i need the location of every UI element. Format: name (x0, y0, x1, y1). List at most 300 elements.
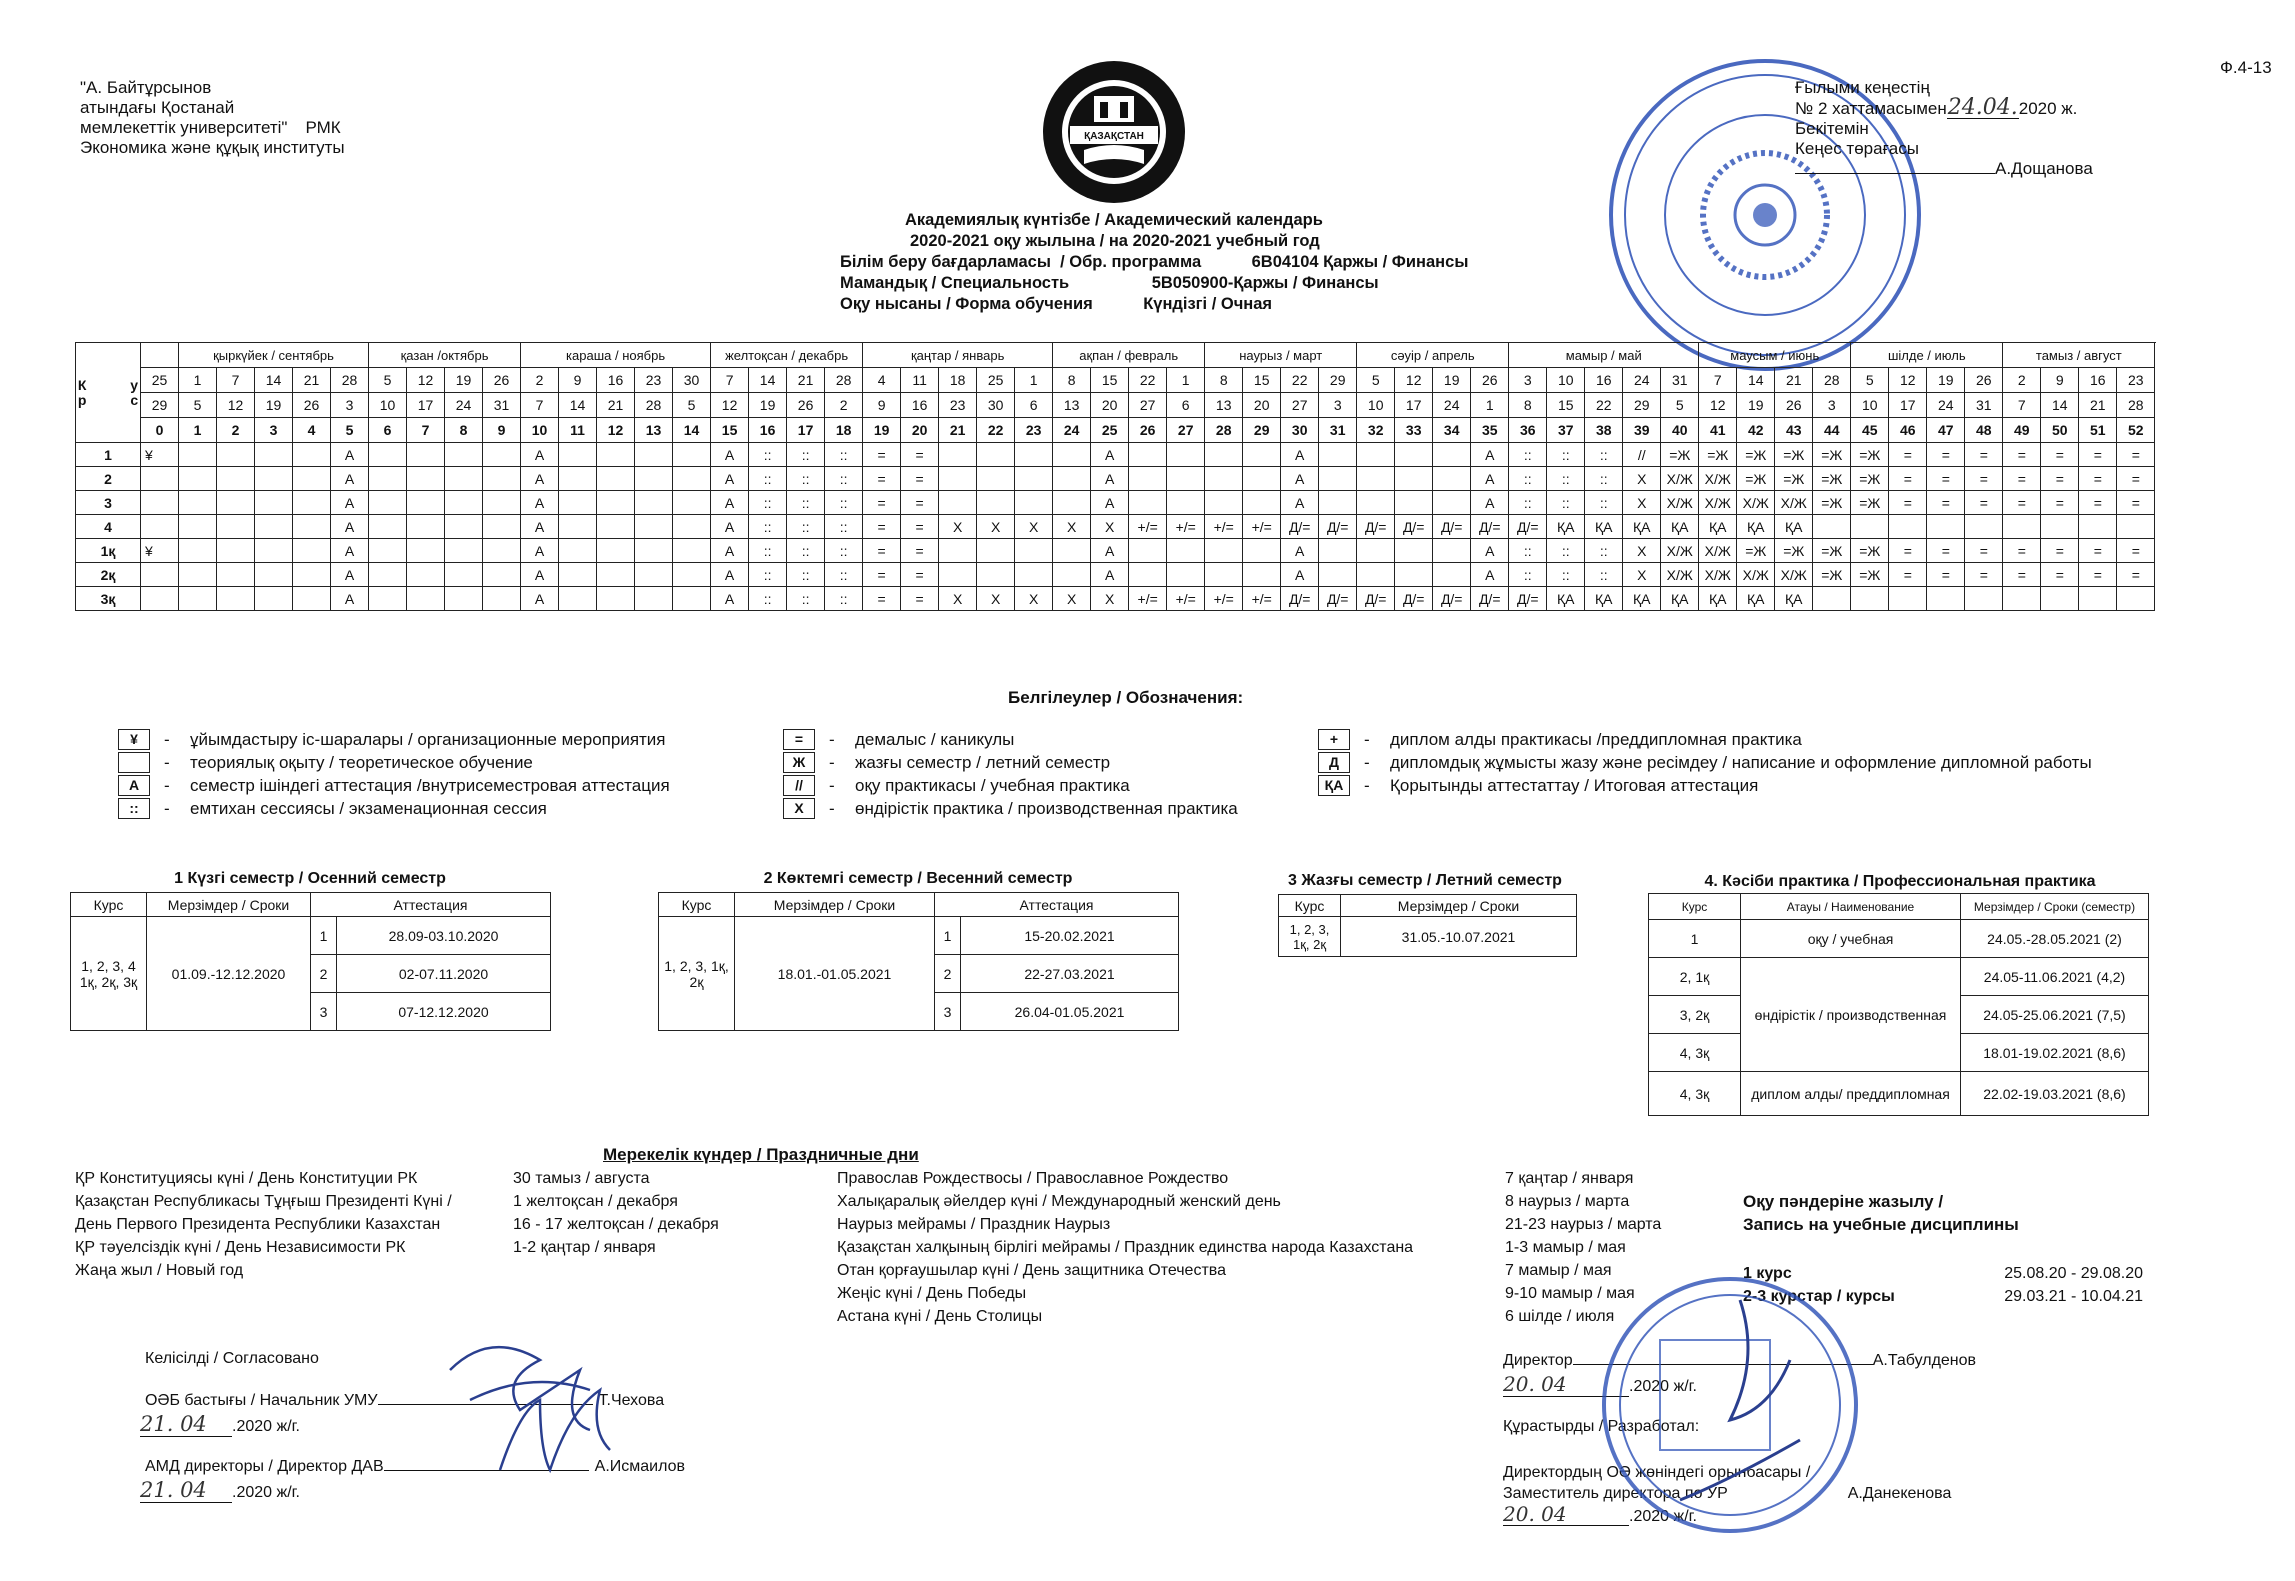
week-cell: = (2079, 467, 2117, 491)
deputy-line: Директордың ОӘ жөніндегі орынбасары / (1503, 1464, 1811, 1481)
week-cell: = (2003, 539, 2041, 563)
week-cell: ¥ (141, 539, 179, 563)
week-cell: Х (1623, 563, 1661, 587)
week-cell (2041, 515, 2079, 539)
sem2-table (658, 892, 1179, 1031)
week-start: 30 (673, 368, 711, 393)
legend-dash: - (164, 729, 170, 749)
week-cell: = (1927, 443, 1965, 467)
week-cell: = (1889, 539, 1927, 563)
course-cell: 1, 2, 3, 1қ, 2қ (659, 917, 735, 1031)
week-cell: = (1889, 467, 1927, 491)
week-end: 5 (1661, 393, 1699, 418)
sem3-table (1278, 894, 1577, 957)
legend-text: ұйымдастыру іс-шаралары / организационные мероприятия (190, 729, 666, 749)
holiday-date: 21-23 наурыз / марта (1505, 1216, 1662, 1233)
week-cell (1053, 443, 1091, 467)
legend-symbol: // (783, 775, 815, 796)
week-cell (1357, 443, 1395, 467)
week-cell: Д/= (1281, 515, 1319, 539)
week-cell: = (1965, 539, 2003, 563)
week-number: 15 (711, 418, 749, 443)
week-start: 16 (597, 368, 635, 393)
week-cell: А (1281, 467, 1319, 491)
week-cell: :: (825, 443, 863, 467)
week-cell: Х (977, 587, 1015, 611)
week-cell (255, 587, 293, 611)
week-cell: Х (1623, 467, 1661, 491)
week-cell: = (2117, 443, 2155, 467)
week-cell: Д/= (1319, 515, 1357, 539)
week-cell: = (1965, 467, 2003, 491)
form-code: Ф.4-13 (2220, 58, 2272, 77)
course-cell: 4, 3қ (1649, 1072, 1741, 1116)
legend-text: емтихан сессиясы / экзаменационная сессия (190, 798, 547, 818)
week-cell: Х (1623, 539, 1661, 563)
legend-symbol: Д (1318, 752, 1350, 773)
week-start: 12 (1889, 368, 1927, 393)
att-num: 1 (311, 917, 337, 955)
week-cell: +/= (1205, 587, 1243, 611)
week-number: 26 (1129, 418, 1167, 443)
week-cell: Х/Ж (1737, 563, 1775, 587)
week-cell (1205, 467, 1243, 491)
month-header: қазан /октябрь (369, 343, 521, 368)
week-cell: +/= (1205, 515, 1243, 539)
week-cell (141, 491, 179, 515)
week-cell: = (2117, 491, 2155, 515)
week-cell: А (331, 539, 369, 563)
week-number: 17 (787, 418, 825, 443)
holiday-name: Жеңіс күні / День Победы (837, 1285, 1027, 1302)
holiday-date: 30 тамыз / августа (513, 1170, 650, 1187)
week-cell: А (711, 467, 749, 491)
week-cell (1851, 515, 1889, 539)
month-header: қыркүйек / сентябрь (179, 343, 369, 368)
week-start: 12 (407, 368, 445, 393)
week-cell (1243, 491, 1281, 515)
week-cell: А (521, 587, 559, 611)
week-number: 23 (1015, 418, 1053, 443)
week-cell: = (2117, 467, 2155, 491)
approval-line: № 2 хаттамасымен24.04.2020 ж. (1795, 95, 2078, 120)
week-cell (1433, 467, 1471, 491)
week-number: 31 (1319, 418, 1357, 443)
week-cell: Х (977, 515, 1015, 539)
week-cell (673, 443, 711, 467)
week-cell: А (521, 491, 559, 515)
week-cell (635, 491, 673, 515)
course-row (76, 587, 2155, 611)
month-header: маусым / июнь (1699, 343, 1851, 368)
holidays-left-dates (513, 1167, 719, 1259)
week-cell: :: (749, 587, 787, 611)
week-cell (483, 467, 521, 491)
week-cell: +/= (1129, 515, 1167, 539)
week-cell (1927, 587, 1965, 611)
week-start: 7 (711, 368, 749, 393)
header-cell: Мерзімдер / Сроки (семестр) (1961, 894, 2149, 920)
approval-line: Кеңес төрағасы (1795, 139, 1919, 158)
week-start: 26 (1471, 368, 1509, 393)
week-cell (1243, 563, 1281, 587)
week-cell: :: (1509, 539, 1547, 563)
legend-dash: - (1364, 775, 1370, 795)
week-cell (1167, 539, 1205, 563)
week-cell (407, 563, 445, 587)
week-cell (673, 491, 711, 515)
enroll-row: 1 курс 25.08.20 - 29.08.20 (1743, 1265, 2143, 1282)
course-label: 1қ (76, 539, 141, 563)
title-line: Академиялық күнтізбе / Академический календарь (905, 211, 1323, 229)
period-cell: 31.05.-10.07.2021 (1341, 917, 1577, 957)
deputy-line: Заместитель директора по УР А.Данекенова (1503, 1485, 1952, 1502)
enroll-title-line: Запись на учебные дисциплины (1743, 1215, 2019, 1234)
att-num: 3 (311, 993, 337, 1031)
holidays-left (75, 1167, 452, 1282)
week-cell: А (331, 491, 369, 515)
header-cell: Курс (659, 893, 735, 917)
week-cell (407, 467, 445, 491)
week-cell: = (863, 563, 901, 587)
week-start: 8 (1053, 368, 1091, 393)
week-cell (483, 587, 521, 611)
week-number: 44 (1813, 418, 1851, 443)
legend-symbol: А (118, 775, 150, 796)
week-cell: // (1623, 443, 1661, 467)
week-cell: ҚА (1661, 515, 1699, 539)
week-cell: +/= (1129, 587, 1167, 611)
sem3-title: 3 Жазғы семестр / Летний семестр (1288, 872, 1562, 889)
week-cell: =Ж (1851, 563, 1889, 587)
week-cell: :: (1509, 491, 1547, 515)
week-cell: Д/= (1395, 587, 1433, 611)
week-start: 25 (141, 368, 179, 393)
week-cell: =Ж (1737, 467, 1775, 491)
course-label: 1 (76, 443, 141, 467)
week-end: 22 (1585, 393, 1623, 418)
week-cell: = (1965, 491, 2003, 515)
course-cell: 1 (1649, 920, 1741, 958)
week-number: 11 (559, 418, 597, 443)
week-cell: Д/= (1281, 587, 1319, 611)
week-start: 2 (2003, 368, 2041, 393)
week-start: 9 (2041, 368, 2079, 393)
week-cell: = (2003, 491, 2041, 515)
week-cell: Х (1091, 515, 1129, 539)
week-cell (597, 563, 635, 587)
legend-item (118, 751, 670, 774)
week-cell (179, 563, 217, 587)
week-number: 25 (1091, 418, 1129, 443)
week-cell (1167, 467, 1205, 491)
week-cell (293, 515, 331, 539)
enroll-title (1743, 1190, 2019, 1236)
week-cell: = (1965, 443, 2003, 467)
legend-symbol: ҚА (1318, 775, 1350, 796)
week-cell: Х/Ж (1661, 539, 1699, 563)
week-cell (1243, 467, 1281, 491)
week-cell: Х/Ж (1699, 467, 1737, 491)
week-cell: = (863, 515, 901, 539)
week-cell (939, 467, 977, 491)
week-end: 31 (1965, 393, 2003, 418)
week-number: 39 (1623, 418, 1661, 443)
week-start: 22 (1281, 368, 1319, 393)
holiday-name: Православ Рождествосы / Православное Рождество (837, 1170, 1229, 1187)
holiday-name: День Первого Президента Республики Казахстан (75, 1216, 441, 1233)
week-cell: :: (1547, 491, 1585, 515)
week-cell: :: (749, 539, 787, 563)
week-end: 1 (1471, 393, 1509, 418)
week-cell (293, 443, 331, 467)
legend-symbol: Ж (783, 752, 815, 773)
week-cell (217, 563, 255, 587)
week-cell: :: (787, 563, 825, 587)
course-cell: 4, 3қ (1649, 1034, 1741, 1072)
week-cell (293, 491, 331, 515)
week-cell (1015, 491, 1053, 515)
week-cell (597, 587, 635, 611)
practice-dates: 24.05.-28.05.2021 (2) (1961, 920, 2149, 958)
week-cell (1243, 443, 1281, 467)
week-cell: = (1927, 491, 1965, 515)
legend-dash: - (164, 775, 170, 795)
legend-symbol: :: (118, 798, 150, 819)
week-cell: А (1091, 539, 1129, 563)
week-cell (1015, 539, 1053, 563)
week-cell (2117, 515, 2155, 539)
week-cell: Д/= (1395, 515, 1433, 539)
week-number: 7 (407, 418, 445, 443)
document-title (840, 210, 1533, 315)
week-cell (977, 539, 1015, 563)
month-header: тамыз / август (2003, 343, 2155, 368)
week-end: 10 (1851, 393, 1889, 418)
week-cell: А (331, 563, 369, 587)
umu-date: 21. 04 .2020 ж/г. (140, 1412, 300, 1436)
week-start: 14 (1737, 368, 1775, 393)
week-cell: А (521, 563, 559, 587)
week-cell (635, 587, 673, 611)
week-number: 8 (445, 418, 483, 443)
week-cell (483, 443, 521, 467)
week-cell: :: (1509, 467, 1547, 491)
prac-table (1648, 893, 2149, 1116)
week-number: 47 (1927, 418, 1965, 443)
week-cell: Д/= (1357, 587, 1395, 611)
week-number: 34 (1433, 418, 1471, 443)
week-cell: ҚА (1775, 515, 1813, 539)
week-cell: Х/Ж (1699, 563, 1737, 587)
att-num: 1 (935, 917, 961, 955)
week-cell: :: (787, 587, 825, 611)
week-cell (179, 467, 217, 491)
week-cell: =Ж (1813, 539, 1851, 563)
week-cell (1319, 467, 1357, 491)
week-cell (141, 515, 179, 539)
week-cell (407, 515, 445, 539)
week-number: 24 (1053, 418, 1091, 443)
week-end: 20 (1091, 393, 1129, 418)
week-number: 49 (2003, 418, 2041, 443)
approval-block (1795, 78, 2093, 179)
week-cell: ҚА (1623, 587, 1661, 611)
week-number: 27 (1167, 418, 1205, 443)
week-start: 28 (1813, 368, 1851, 393)
week-cell (559, 539, 597, 563)
week-start: 23 (635, 368, 673, 393)
umu-line: ОӘБ бастығы / Начальник УМУ Т.Чехова (145, 1392, 665, 1409)
week-cell (1129, 467, 1167, 491)
week-cell: = (1927, 539, 1965, 563)
week-start: 5 (1357, 368, 1395, 393)
week-cell: = (1927, 563, 1965, 587)
week-end: 17 (407, 393, 445, 418)
week-cell: ҚА (1585, 515, 1623, 539)
week-start: 4 (863, 368, 901, 393)
week-cell (597, 443, 635, 467)
week-cell (939, 563, 977, 587)
week-cell (369, 467, 407, 491)
course-label: 3қ (76, 587, 141, 611)
header-cell: Курс (71, 893, 147, 917)
institution-line: атындағы Қостанай (80, 98, 235, 117)
week-start: 15 (1243, 368, 1281, 393)
week-number: 51 (2079, 418, 2117, 443)
sem1-title: 1 Күзгі семестр / Осенний семестр (174, 870, 446, 887)
week-start: 2 (521, 368, 559, 393)
week-cell: = (2003, 443, 2041, 467)
signature-dav (480, 1380, 640, 1490)
week-cell (2003, 587, 2041, 611)
week-cell (255, 563, 293, 587)
week-cell (1205, 539, 1243, 563)
legend-text: теориялық оқыту / теоретическое обучение (190, 752, 533, 772)
week-cell: Х/Ж (1699, 491, 1737, 515)
week-cell: :: (1509, 563, 1547, 587)
week-number: 12 (597, 418, 635, 443)
week-cell (1053, 467, 1091, 491)
week-cell (1357, 491, 1395, 515)
week-number: 4 (293, 418, 331, 443)
week-cell (369, 587, 407, 611)
legend-item (118, 797, 670, 820)
att-date: 26.04-01.05.2021 (961, 993, 1179, 1031)
week-cell (2079, 587, 2117, 611)
month-header: сәуір / апрель (1357, 343, 1509, 368)
week-end: 17 (1395, 393, 1433, 418)
week-cell: А (521, 443, 559, 467)
week-cell: = (863, 539, 901, 563)
week-cell: :: (787, 515, 825, 539)
month-spacer (141, 343, 179, 368)
holiday-name: Жаңа жыл / Новый год (75, 1262, 244, 1279)
week-cell: Д/= (1509, 515, 1547, 539)
course-cell: 1, 2, 3, 4 1қ, 2қ, 3қ (71, 917, 147, 1031)
week-cell: = (901, 515, 939, 539)
week-cell (939, 491, 977, 515)
title-line: Мамандық / Специальность 5В050900-Қаржы / Финансы (840, 274, 1379, 292)
week-end: 26 (787, 393, 825, 418)
week-cell (369, 563, 407, 587)
week-end: 20 (1243, 393, 1281, 418)
week-cell: ҚА (1585, 587, 1623, 611)
header-cell: Мерзімдер / Сроки (1341, 895, 1577, 917)
week-cell (369, 443, 407, 467)
week-start: 22 (1129, 368, 1167, 393)
legend-text: семестр ішіндегі аттестация /внутрисеместровая аттестация (190, 775, 670, 795)
week-cell (179, 539, 217, 563)
week-cell (369, 539, 407, 563)
week-cell (673, 539, 711, 563)
week-cell (483, 539, 521, 563)
att-date: 22-27.03.2021 (961, 955, 1179, 993)
week-cell: А (1281, 443, 1319, 467)
holiday-date: 6 шілде / июля (1505, 1308, 1615, 1325)
week-start: 3 (1509, 368, 1547, 393)
week-cell (1395, 539, 1433, 563)
week-cell: =Ж (1851, 539, 1889, 563)
week-cell (293, 467, 331, 491)
week-cell: Д/= (1471, 587, 1509, 611)
institution-line: мемлекеттік университеті" РМК (80, 118, 341, 137)
week-cell: Х/Ж (1661, 491, 1699, 515)
week-cell: = (1965, 563, 2003, 587)
course-cell: 3, 2қ (1649, 996, 1741, 1034)
week-cell: А (331, 467, 369, 491)
week-cell (407, 443, 445, 467)
legend-title: Белгілеулер / Обозначения: (1008, 688, 1244, 707)
week-start: 28 (331, 368, 369, 393)
week-cell (635, 563, 673, 587)
holiday-date: 7 қаңтар / января (1505, 1170, 1634, 1187)
week-cell: =Ж (1775, 539, 1813, 563)
week-cell: А (331, 587, 369, 611)
week-cell: = (2041, 563, 2079, 587)
header-cell: Мерзімдер / Сроки (147, 893, 311, 917)
week-number: 10 (521, 418, 559, 443)
week-cell: :: (825, 587, 863, 611)
week-cell (407, 539, 445, 563)
week-cell: +/= (1243, 515, 1281, 539)
course-row (76, 467, 2155, 491)
week-start: 10 (1547, 368, 1585, 393)
week-cell (407, 587, 445, 611)
week-cell (559, 491, 597, 515)
week-end: 23 (939, 393, 977, 418)
week-start: 1 (1167, 368, 1205, 393)
week-cell: :: (787, 467, 825, 491)
week-cell: Х (1015, 587, 1053, 611)
legend-item (118, 728, 670, 751)
week-number: 41 (1699, 418, 1737, 443)
week-cell (445, 563, 483, 587)
week-cell: :: (749, 491, 787, 515)
holiday-name: Қазақстан халқының бірлігі мейрамы / Праздник единства народа Казахстана (837, 1239, 1414, 1256)
week-end: 7 (2003, 393, 2041, 418)
week-cell (1319, 539, 1357, 563)
week-cell: :: (1585, 563, 1623, 587)
week-cell: +/= (1243, 587, 1281, 611)
week-start: 9 (559, 368, 597, 393)
week-end: 13 (1053, 393, 1091, 418)
week-cell: Д/= (1433, 515, 1471, 539)
week-cell (1433, 539, 1471, 563)
week-cell (1395, 491, 1433, 515)
week-cell (597, 539, 635, 563)
week-start: 18 (939, 368, 977, 393)
